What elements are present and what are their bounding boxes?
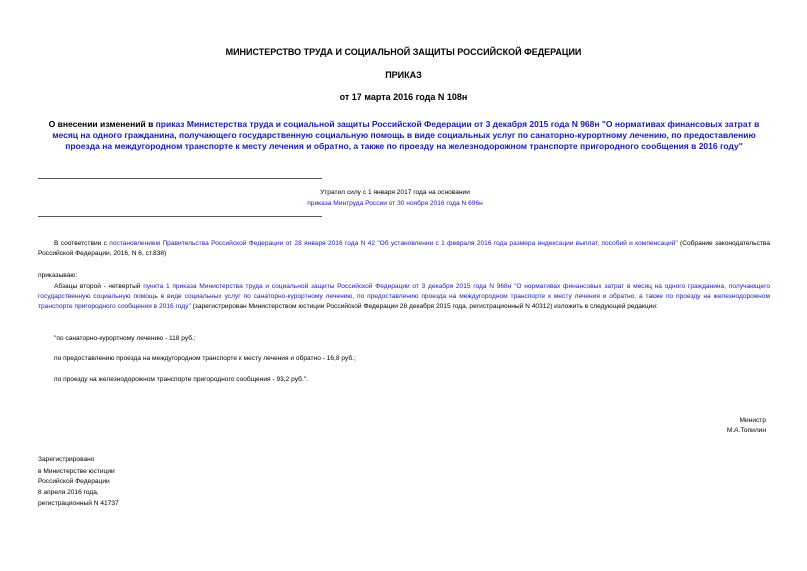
preamble-prefix: В соответствии с bbox=[54, 240, 110, 247]
list-item: "по санаторно-курортному лечению - 118 руб.; bbox=[54, 335, 196, 342]
list-item: по предоставлению проезда на междугородном транспорте к месту лечения и обратно - 16,8 руб.; bbox=[54, 355, 356, 362]
signature-name: М.А.Топилин bbox=[726, 427, 766, 434]
preamble-suffix: (Собрание законодательства Российской Федерации, 2016, N 6, ст.838) bbox=[38, 240, 770, 257]
status-note-link[interactable]: приказа Минтруда России от 30 ноября 2016 года N 696н bbox=[307, 200, 483, 207]
registration-line: 8 апреля 2016 года, bbox=[38, 489, 99, 496]
document-date-number: от 17 марта 2016 года N 108н bbox=[339, 92, 468, 102]
order-word: приказываю: bbox=[38, 272, 78, 279]
main-link[interactable]: пункта 1 приказа Министерства труда и социальной защиты Российской Федерации от 3 декабря 2015 года N 968н "О нормативах финансовых затрат в месяц на одного гражданина, получающего государственную социальную помощь в виде социальных услуг по санаторно-курортному лечению, по предоставлению проезда на междугородном транспорте к месту лечения и обратно, а также по проезду на железнодорожном транспорте пригородного сообщения в 2016 году" bbox=[38, 283, 770, 310]
divider-bottom bbox=[38, 216, 322, 217]
registration-line: Зарегистрировано bbox=[38, 456, 95, 463]
main-prefix: Абзацы второй - четвертый bbox=[54, 283, 144, 290]
document-type: ПРИКАЗ bbox=[385, 70, 422, 80]
preamble-link[interactable]: постановлением Правительства Российской Федерации от 28 января 2016 года N 42 "Об установлении с 1 февраля 2016 года размера индексации выплат, пособий и компенсаций" bbox=[109, 240, 678, 247]
registration-line: регистрационный N 41737 bbox=[38, 500, 119, 507]
list-item: по проезду на железнодорожном транспорте пригородного сообщения - 93,2 руб.". bbox=[54, 376, 308, 383]
status-note-line1: Утратил силу с 1 января 2017 года на основании bbox=[320, 189, 470, 196]
divider-top bbox=[38, 178, 322, 179]
document-title bbox=[38, 119, 770, 152]
main-paragraph bbox=[38, 282, 770, 312]
title-prefix: О внесении изменений в bbox=[48, 119, 156, 129]
signature-position: Министр bbox=[739, 417, 766, 424]
main-suffix: (зарегистрирован Министерством юстиции Российской Федерации 28 декабря 2015 года, регистрационный N 40312) изложить в следующей редакции: bbox=[190, 303, 658, 310]
ministry-heading: МИНИСТЕРСТВО ТРУДА И СОЦИАЛЬНОЙ ЗАЩИТЫ РОССИЙСКОЙ ФЕДЕРАЦИИ bbox=[225, 47, 582, 57]
registration-line: в Министерстве юстиции bbox=[38, 468, 115, 475]
preamble-paragraph bbox=[38, 239, 770, 259]
title-link[interactable]: приказ Министерства труда и социальной защиты Российской Федерации от 3 декабря 2015 года N 968н "О нормативах финансовых затрат в месяц на одного гражданина, получающего государственную социальную помощь в виде социальных услуг по санаторно-курортному лечению, по предоставлению проезда на междугородном транспорте к месту лечения и обратно, а также по проезду на железнодорожном транспорте пригородного сообщения в 2016 году" bbox=[52, 119, 760, 151]
registration-line: Российской Федерации bbox=[38, 478, 110, 485]
